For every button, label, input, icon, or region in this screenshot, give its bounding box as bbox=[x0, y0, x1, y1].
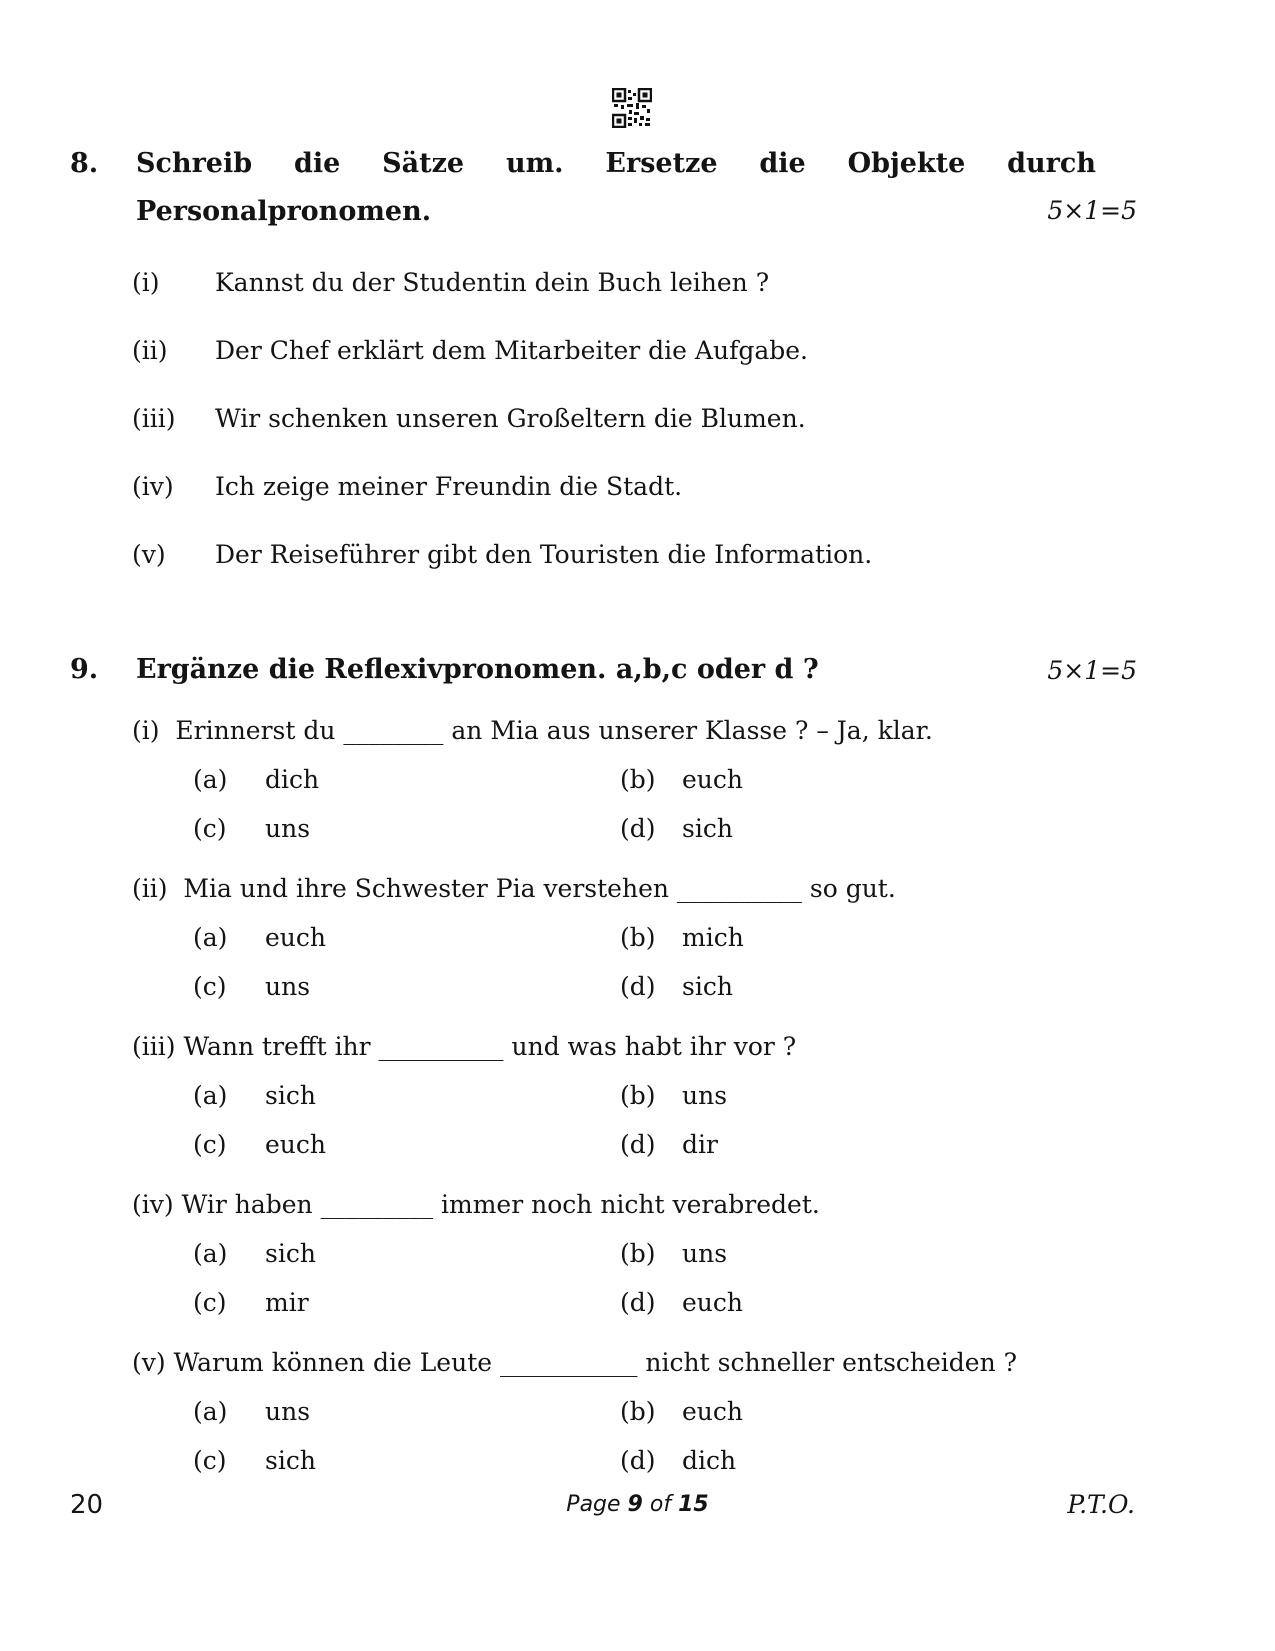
title-word: durch bbox=[1007, 148, 1096, 179]
option-label: (c) bbox=[193, 1288, 227, 1317]
q9-item-stem: (iii) Wann trefft ihr __________ und was habt ihr vor ? bbox=[132, 1032, 797, 1061]
title-word: Objekte bbox=[847, 148, 966, 179]
qr-code-icon bbox=[612, 88, 652, 128]
option-text: dich bbox=[682, 1446, 737, 1475]
question-9-number: 9. bbox=[70, 654, 99, 685]
option-text: sich bbox=[682, 814, 733, 843]
page-of: of bbox=[642, 1492, 679, 1517]
q8-item-label: (iii) bbox=[132, 404, 176, 433]
title-word: Sätze bbox=[382, 148, 465, 179]
option-text: sich bbox=[682, 972, 733, 1001]
option-text: euch bbox=[682, 1397, 743, 1426]
option-label: (d) bbox=[620, 1130, 656, 1159]
option-text: sich bbox=[265, 1081, 316, 1110]
option-text: dir bbox=[682, 1130, 718, 1159]
option-text: sich bbox=[265, 1239, 316, 1268]
option-label: (d) bbox=[620, 972, 656, 1001]
option-label: (a) bbox=[193, 1081, 228, 1110]
page-current: 9 bbox=[627, 1492, 643, 1517]
option-label: (d) bbox=[620, 1288, 656, 1317]
option-label: (a) bbox=[193, 923, 228, 952]
option-text: dich bbox=[265, 765, 320, 794]
question-8-title bbox=[136, 148, 1096, 179]
q8-item-text: Der Chef erklärt dem Mitarbeiter die Aufgabe. bbox=[215, 336, 808, 365]
option-label: (b) bbox=[620, 1081, 656, 1110]
q8-item-label: (ii) bbox=[132, 336, 168, 365]
title-word: die bbox=[759, 148, 806, 179]
title-word: um. bbox=[505, 148, 564, 179]
option-label: (d) bbox=[620, 1446, 656, 1475]
option-text: mir bbox=[265, 1288, 309, 1317]
footer-code-number: 20 bbox=[70, 1490, 104, 1520]
question-9-title: Ergänze die Reflexivpronomen. a,b,c oder d ? bbox=[136, 654, 819, 685]
option-label: (a) bbox=[193, 1397, 228, 1426]
q9-item-stem: (iv) Wir haben _________ immer noch nicht verabredet. bbox=[132, 1190, 820, 1219]
option-text: sich bbox=[265, 1446, 316, 1475]
q8-item-text: Ich zeige meiner Freundin die Stadt. bbox=[215, 472, 683, 501]
title-word: Ersetze bbox=[605, 148, 718, 179]
option-label: (b) bbox=[620, 765, 656, 794]
option-label: (a) bbox=[193, 765, 228, 794]
q8-item-text: Wir schenken unseren Großeltern die Blumen. bbox=[215, 404, 806, 433]
question-9-marks: 5×1=5 bbox=[1047, 656, 1137, 685]
q8-item-label: (iv) bbox=[132, 472, 174, 501]
q8-item-label: (i) bbox=[132, 268, 160, 297]
q8-item-label: (v) bbox=[132, 540, 166, 569]
option-label: (c) bbox=[193, 1446, 227, 1475]
option-label: (a) bbox=[193, 1239, 228, 1268]
option-text: uns bbox=[682, 1239, 728, 1268]
title-word: Schreib bbox=[136, 148, 253, 179]
option-text: uns bbox=[265, 814, 311, 843]
option-text: euch bbox=[265, 1130, 326, 1159]
option-text: uns bbox=[265, 972, 311, 1001]
q9-item-stem: (i) Erinnerst du ________ an Mia aus unserer Klasse ? – Ja, klar. bbox=[132, 716, 933, 745]
pto-label: P.T.O. bbox=[1067, 1490, 1135, 1519]
question-8-title-line2: Personalpronomen. bbox=[136, 196, 432, 227]
question-8-marks: 5×1=5 bbox=[1047, 196, 1137, 225]
option-label: (d) bbox=[620, 814, 656, 843]
option-text: euch bbox=[265, 923, 326, 952]
option-text: uns bbox=[682, 1081, 728, 1110]
option-text: uns bbox=[265, 1397, 311, 1426]
option-label: (b) bbox=[620, 1239, 656, 1268]
option-text: mich bbox=[682, 923, 744, 952]
page-total: 15 bbox=[678, 1492, 709, 1517]
q9-item-stem: (v) Warum können die Leute ___________ nicht schneller entscheiden ? bbox=[132, 1348, 1018, 1377]
option-label: (b) bbox=[620, 923, 656, 952]
option-text: euch bbox=[682, 1288, 743, 1317]
q8-item-text: Der Reiseführer gibt den Touristen die Information. bbox=[215, 540, 873, 569]
title-word: die bbox=[293, 148, 341, 179]
option-label: (c) bbox=[193, 972, 227, 1001]
question-8-number: 8. bbox=[70, 148, 99, 179]
option-label: (b) bbox=[620, 1397, 656, 1426]
option-text: euch bbox=[682, 765, 743, 794]
option-label: (c) bbox=[193, 1130, 227, 1159]
q9-item-stem: (ii) Mia und ihre Schwester Pia verstehen __________ so gut. bbox=[132, 874, 896, 903]
q8-item-text: Kannst du der Studentin dein Buch leihen ? bbox=[215, 268, 770, 297]
option-label: (c) bbox=[193, 814, 227, 843]
page-prefix: Page bbox=[566, 1492, 628, 1517]
